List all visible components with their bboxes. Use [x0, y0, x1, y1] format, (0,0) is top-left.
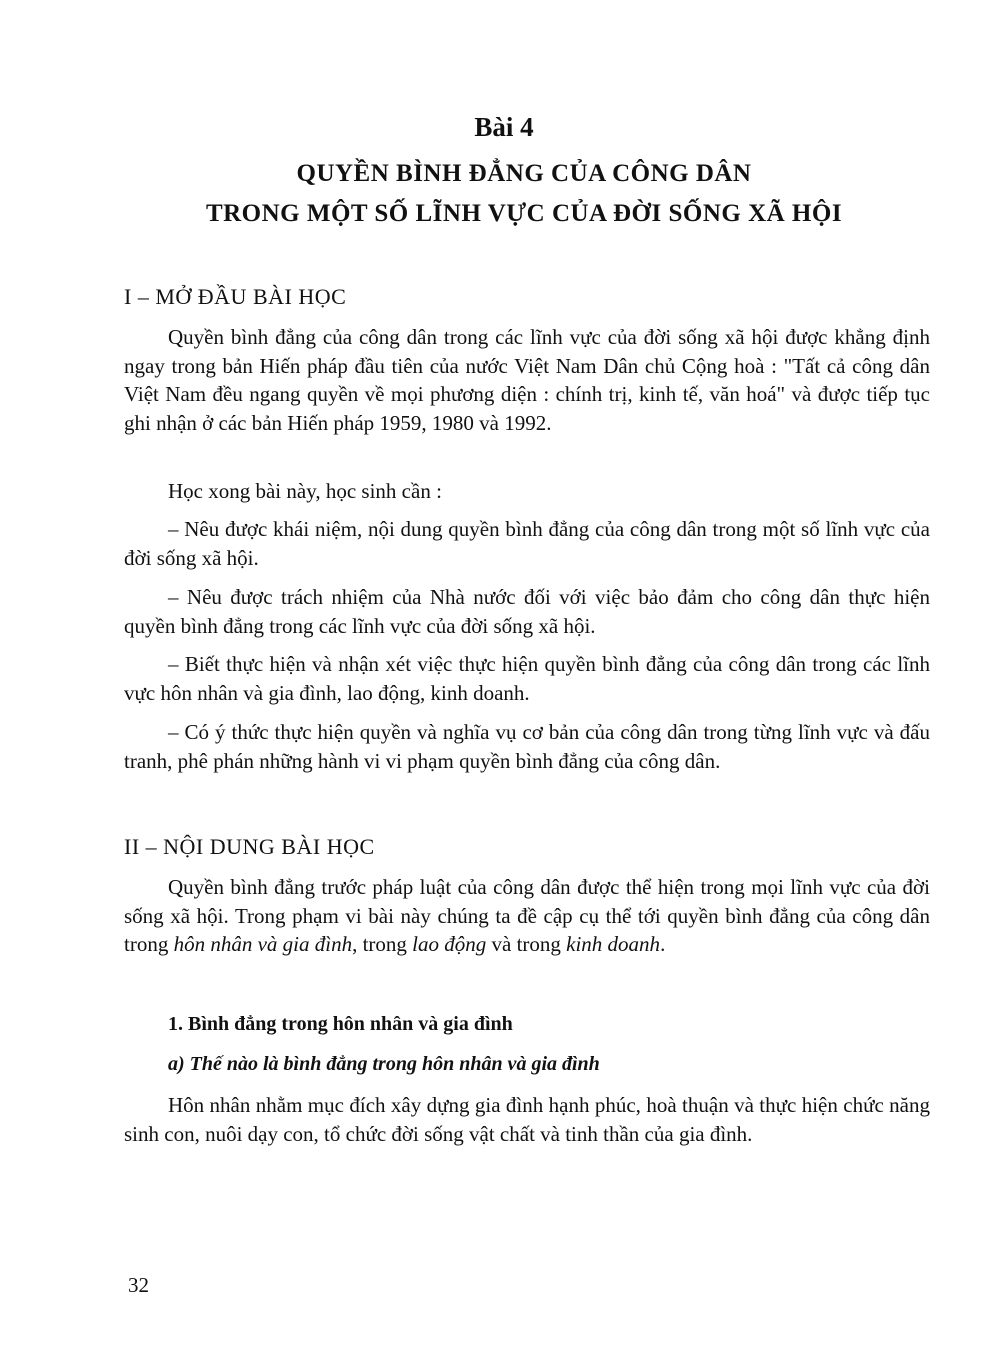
subsection-heading-definition: a) Thế nào là bình đẳng trong hôn nhân và gia đình — [168, 1053, 600, 1075]
section-heading-intro: I – MỞ ĐẦU BÀI HỌC — [124, 284, 347, 309]
content-intro-paragraph — [124, 873, 930, 959]
content-intro-emphasis: lao động — [412, 932, 487, 956]
marriage-definition-paragraph: Hôn nhân nhằm mục đích xây dựng gia đình hạnh phúc, hoà thuận và thực hiện chức năng sinh con, nuôi dạy con, tổ chức đời sống vật chất và tinh thần của gia đình. — [124, 1093, 930, 1146]
objective-item: – Có ý thức thực hiện quyền và nghĩa vụ cơ bản của công dân trong từng lĩnh vực và đấu tranh, phê phán những hành vi vi phạm quyền bình đẳng của công dân. — [124, 720, 930, 773]
page-number: 32 — [128, 1273, 149, 1297]
lesson-title-line-2: TRONG MỘT SỐ LĨNH VỰC CỦA ĐỜI SỐNG XÃ HỘI — [205, 200, 843, 227]
lesson-number: Bài 4 — [474, 112, 534, 142]
section-heading-content: II – NỘI DUNG BÀI HỌC — [124, 834, 375, 859]
subsection-heading-marriage-equality: 1. Bình đẳng trong hôn nhân và gia đình — [168, 1013, 513, 1035]
content-intro-emphasis: hôn nhân và gia đình — [173, 932, 353, 956]
intro-paragraph: Quyền bình đẳng của công dân trong các lĩnh vực của đời sống xã hội được khẳng định ngay trong bản Hiến pháp đầu tiên của nước Việt Nam Dân chủ Cộng hoà : "Tất cả công dân Việt Nam đều ngang quyền về mọi phương diện : chính trị, kinh tế, văn hoá" và được tiếp tục ghi nhận ở các bản Hiến pháp 1959, 1980 và 1992. — [124, 325, 930, 435]
content-intro-text: và trong — [486, 932, 567, 956]
objective-item: – Biết thực hiện và nhận xét việc thực hiện quyền bình đẳng của công dân trong các lĩnh vực hôn nhân và gia đình, lao động, kinh doanh. — [124, 652, 930, 705]
content-intro-text: , trong — [352, 932, 413, 956]
objectives-lead: Học xong bài này, học sinh cần : — [168, 479, 442, 503]
lesson-title-line-1: QUYỀN BÌNH ĐẲNG CỦA CÔNG DÂN — [296, 160, 752, 187]
content-intro-text: . — [660, 932, 666, 956]
objective-item: – Nêu được trách nhiệm của Nhà nước đối với việc bảo đảm cho công dân thực hiện quyền bình đẳng trong các lĩnh vực của đời sống xã hội. — [124, 585, 930, 638]
content-intro-emphasis: kinh doanh — [566, 932, 661, 956]
objective-item: – Nêu được khái niệm, nội dung quyền bình đẳng của công dân trong một số lĩnh vực của đời sống xã hội. — [124, 517, 930, 570]
content-intro-text: Quyền bình đẳng trước pháp luật của công dân được thể hiện trong mọi lĩnh vực của đời sống xã hội. Trong phạm vi bài này chúng ta đề cập cụ thể tới quyền bình đẳng của công dân trong — [124, 875, 930, 956]
